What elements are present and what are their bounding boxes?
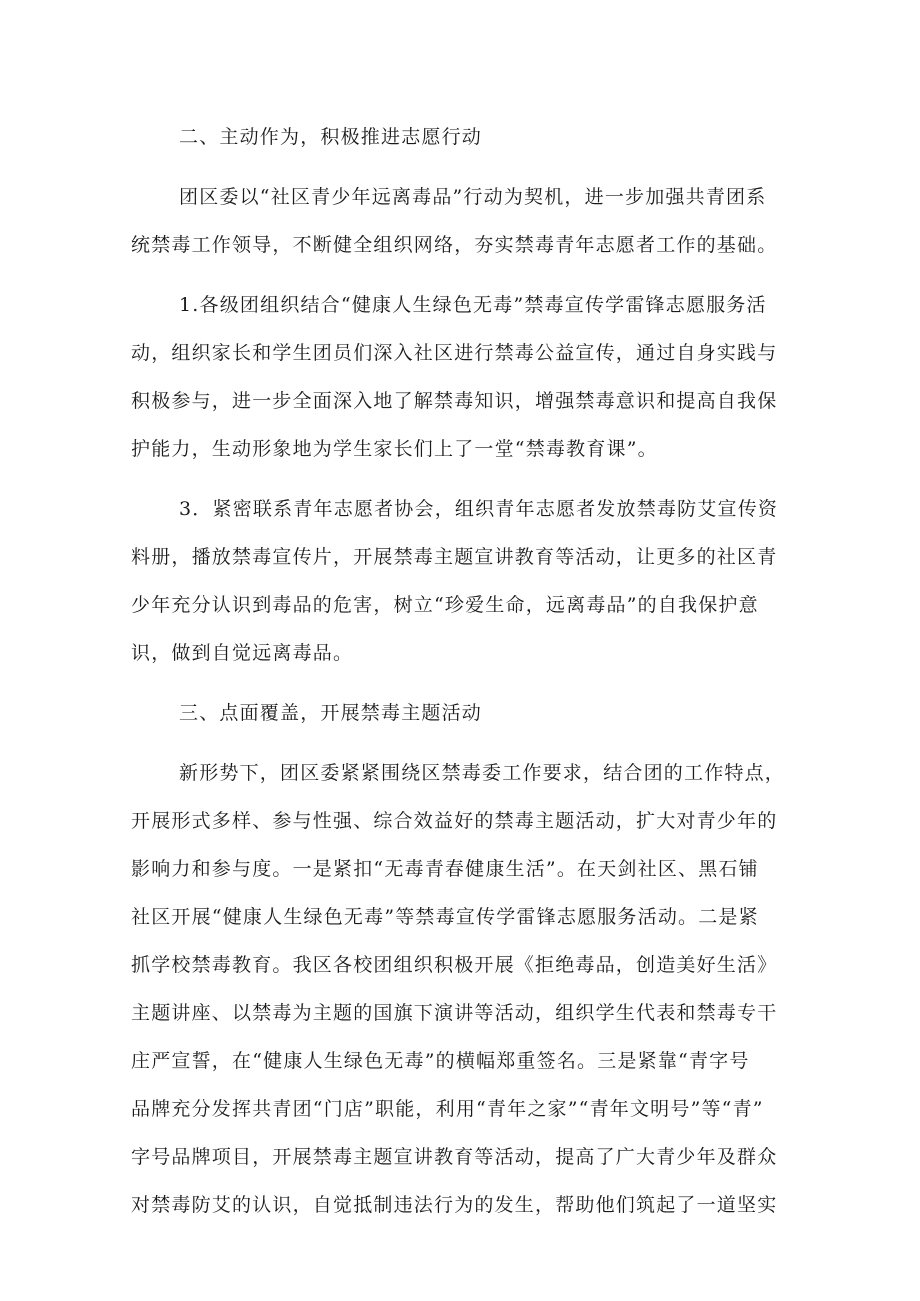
- document-body: [131, 113, 791, 1229]
- text-line: 1.各级团组织结合“健康人生绿色无毒”禁毒宣传学雷锋志愿服务活: [179, 294, 767, 316]
- text-line: 对禁毒防艾的认识，自觉抵制违法行为的发生，帮助他们筑起了一道坚实: [131, 1194, 778, 1216]
- text-line: 社区开展“健康人生绿色无毒”等禁毒宣传学雷锋志愿服务活动。二是紧: [131, 906, 759, 928]
- text-line: 品牌充分发挥共青团“门店”职能，利用“青年之家”“青年文明号”等“青”: [131, 1098, 764, 1120]
- text-line: 影响力和参与度。一是紧扣“无毒青春健康生活”。在天剑社区、黑石铺: [131, 858, 759, 880]
- text-line: 主题讲座、以禁毒为主题的国旗下演讲等活动，组织学生代表和禁毒专干: [131, 1002, 778, 1024]
- paragraph-new-situation: [131, 749, 791, 1229]
- text-line: 料册，播放禁毒宣传片，开展禁毒主题宣讲教育等活动，让更多的社区青: [131, 546, 778, 568]
- section-heading-2: [131, 113, 791, 161]
- text-line: 庄严宣誓，在“健康人生绿色无毒”的横幅郑重签名。三是紧靠“青字号: [131, 1050, 750, 1072]
- section-heading-3: [131, 689, 791, 737]
- paragraph-intro: [131, 173, 791, 269]
- text-line: 少年充分认识到毒品的危害，树立“珍爱生命，远离毒品”的自我保护意: [131, 594, 759, 616]
- text-line: 新形势下，团区委紧紧围绕区禁毒委工作要求，结合团的工作特点，: [179, 762, 786, 784]
- text-line: 3．紧密联系青年志愿者协会，组织青年志愿者发放禁毒防艾宣传资: [179, 498, 779, 520]
- text-line: 团区委以“社区青少年远离毒品”行动为契机，进一步加强共青团系: [179, 186, 767, 208]
- text-line: 统禁毒工作领导，不断健全组织网络，夯实禁毒青年志愿者工作的基础。: [131, 234, 778, 256]
- list-item-3: [131, 485, 791, 677]
- text-line: 抓学校禁毒教育。我区各校团组织积极开展《拒绝毒品，创造美好生活》: [131, 954, 778, 976]
- text-line: 开展形式多样、参与性强、综合效益好的禁毒主题活动，扩大对青少年的: [131, 810, 778, 832]
- text-line: 护能力，生动形象地为学生家长们上了一堂“禁毒教育课”。: [131, 438, 658, 460]
- heading-text: 三、点面覆盖，开展禁毒主题活动: [179, 702, 483, 724]
- text-line: 识，做到自觉远离毒品。: [131, 642, 354, 664]
- list-item-1: [131, 281, 791, 473]
- text-line: 动，组织家长和学生团员们深入社区进行禁毒公益宣传，通过自身实践与: [131, 342, 778, 364]
- text-line: 字号品牌项目，开展禁毒主题宣讲教育等活动，提高了广大青少年及群众: [131, 1146, 778, 1168]
- text-line: 积极参与，进一步全面深入地了解禁毒知识，增强禁毒意识和提高自我保: [131, 390, 778, 412]
- heading-text: 二、主动作为，积极推进志愿行动: [179, 126, 483, 148]
